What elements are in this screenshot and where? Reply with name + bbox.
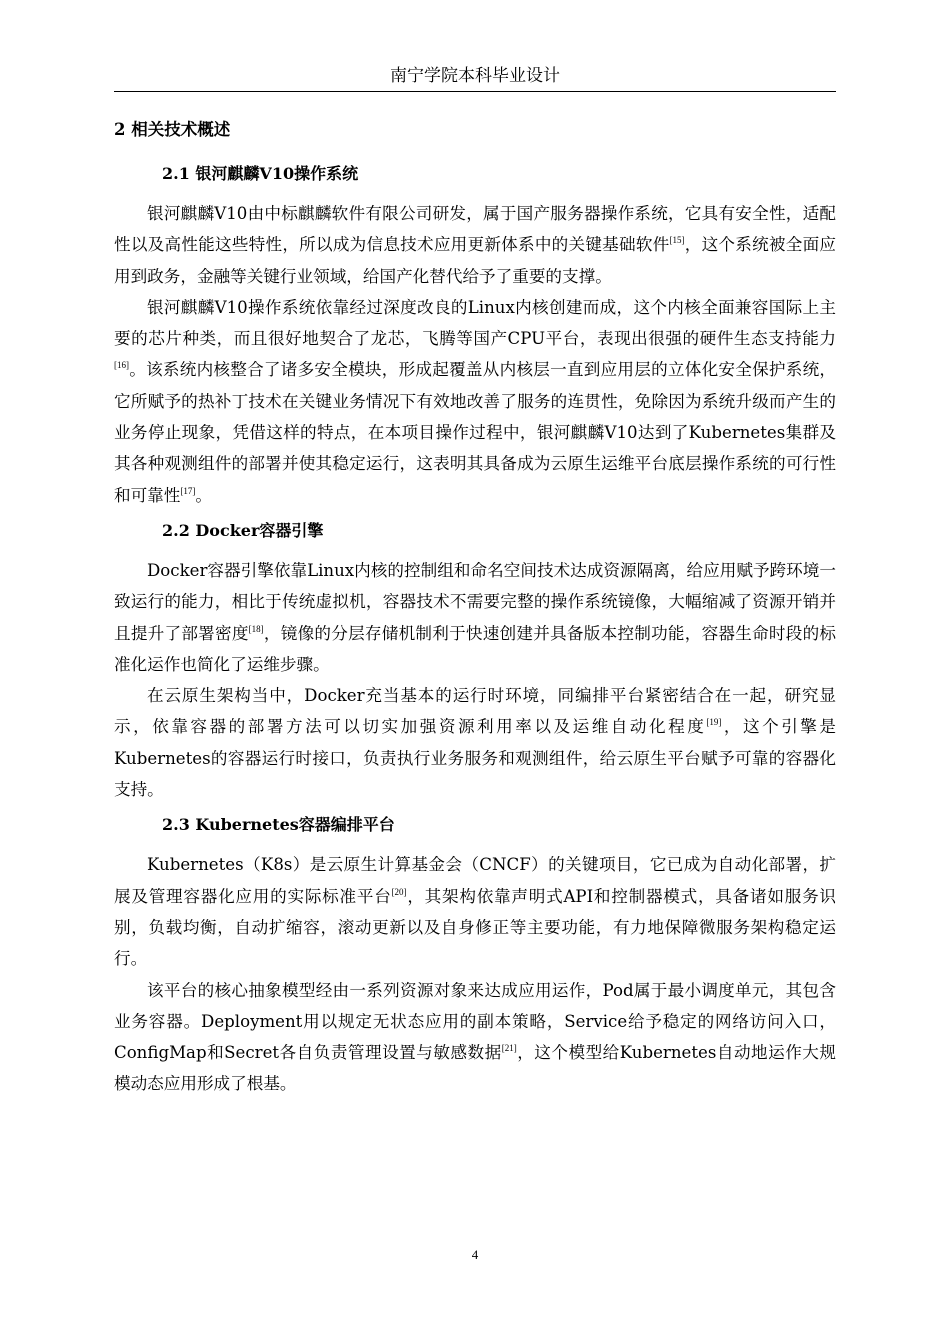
paragraph-text: Docker容器引擎依靠Linux内核的控制组和命名空间技术达成资源隔离，给应用赋予跨环境一致运行的能力，相比于传统虚拟机，容器技术不需要完整的操作系统镜像，大幅缩减了资源开销并且提升了部署密度 <box>114 560 836 643</box>
citation: [16] <box>114 360 129 371</box>
paragraph <box>114 680 836 805</box>
chapter-title: 2 相关技术概述 <box>114 120 231 139</box>
page-body <box>114 118 836 1100</box>
citation: [19] <box>706 717 722 728</box>
paragraph <box>114 975 836 1100</box>
section-title-2-1: 2.1 银河麒麟V10操作系统 <box>162 164 359 183</box>
paragraph-text: 在云原生架构当中，Docker充当基本的运行时环境，同编排平台紧密结合在一起，研究显示，依靠容器的部署方法可以切实加强资源利用率以及运维自动化程度 <box>114 686 836 737</box>
citation: [18] <box>248 623 264 634</box>
paragraph <box>114 292 836 511</box>
paragraph-text: ，其架构依靠声明式API和控制器模式，具备诸如服务识别，负载均衡，自动扩缩容，滚动更新以及自身修正等主要功能，有力地保障微服务架构稳定运行。 <box>114 886 837 969</box>
citation: [17] <box>180 485 196 496</box>
paragraph-text: 。 <box>195 485 212 505</box>
citation: [21] <box>501 1043 517 1054</box>
page-number: 4 <box>471 1247 479 1262</box>
paragraph-text: ，这个系统被全面应用到政务，金融等关键行业领域，给国产化替代给予了重要的支撑。 <box>114 235 836 286</box>
paragraph-text: ，这个模型给Kubernetes自动地运作大规模动态应用形成了根基。 <box>114 1043 836 1094</box>
citation: [20] <box>391 886 407 897</box>
paragraph-text: 。该系统内核整合了诸多安全模块，形成起覆盖从内核层一直到应用层的立体化安全保护系统，它所赋予的热补丁技术在关键业务情况下有效地改善了服务的连贯性，免除因为系统升级而产生的业务停止现象，凭借这样的特点，在本项目操作过程中，银河麒麟V10达到了Kubernetes集群及其各种观测组件的部署并使其稳定运行，这表明其具备成为云原生运维平台底层操作系统的可行性和可靠性 <box>114 360 836 505</box>
section-title-2-2: 2.2 Docker容器引擎 <box>162 520 324 540</box>
paragraph <box>114 198 836 292</box>
section-title-2-3: 2.3 Kubernetes容器编排平台 <box>162 815 395 835</box>
paragraph-text: 银河麒麟V10由中标麒麟软件有限公司研发，属于国产服务器操作系统，它具有安全性，适配性以及高性能这些特性，所以成为信息技术应用更新体系中的关键基础软件 <box>114 204 836 255</box>
page-header: 南宁学院本科毕业设计 <box>390 66 560 85</box>
paragraph-text: ，这个引擎是Kubernetes的容器运行时接口，负责执行业务服务和观测组件，给云原生平台赋予可靠的容器化支持。 <box>114 717 837 800</box>
paragraph-text: 银河麒麟V10操作系统依靠经过深度改良的Linux内核创建而成，这个内核全面兼容国际上主要的芯片种类，而且很好地契合了龙芯，飞腾等国产CPU平台，表现出很强的硬件生态支持能力 <box>114 297 836 349</box>
paragraph <box>114 849 836 974</box>
paragraph-text: ，镜像的分层存储机制利于快速创建并具备版本控制功能，容器生命时段的标准化运作也简化了运维步骤。 <box>114 623 837 674</box>
paragraph-text: 该平台的核心抽象模型经由一系列资源对象来达成应用运作，Pod属于最小调度单元，其包含业务容器。Deployment用以规定无状态应用的副本策略，Service给予稳定的网络访问入口，ConfigMap和Secret各自负责管理设置与敏感数据 <box>114 980 836 1063</box>
paragraph <box>114 555 836 680</box>
header-divider <box>114 91 836 92</box>
citation: [15] <box>669 235 685 246</box>
paragraph-text: Kubernetes（K8s）是云原生计算基金会（CNCF）的关键项目，它已成为自动化部署，扩展及管理容器化应用的实际标准平台 <box>114 855 836 906</box>
